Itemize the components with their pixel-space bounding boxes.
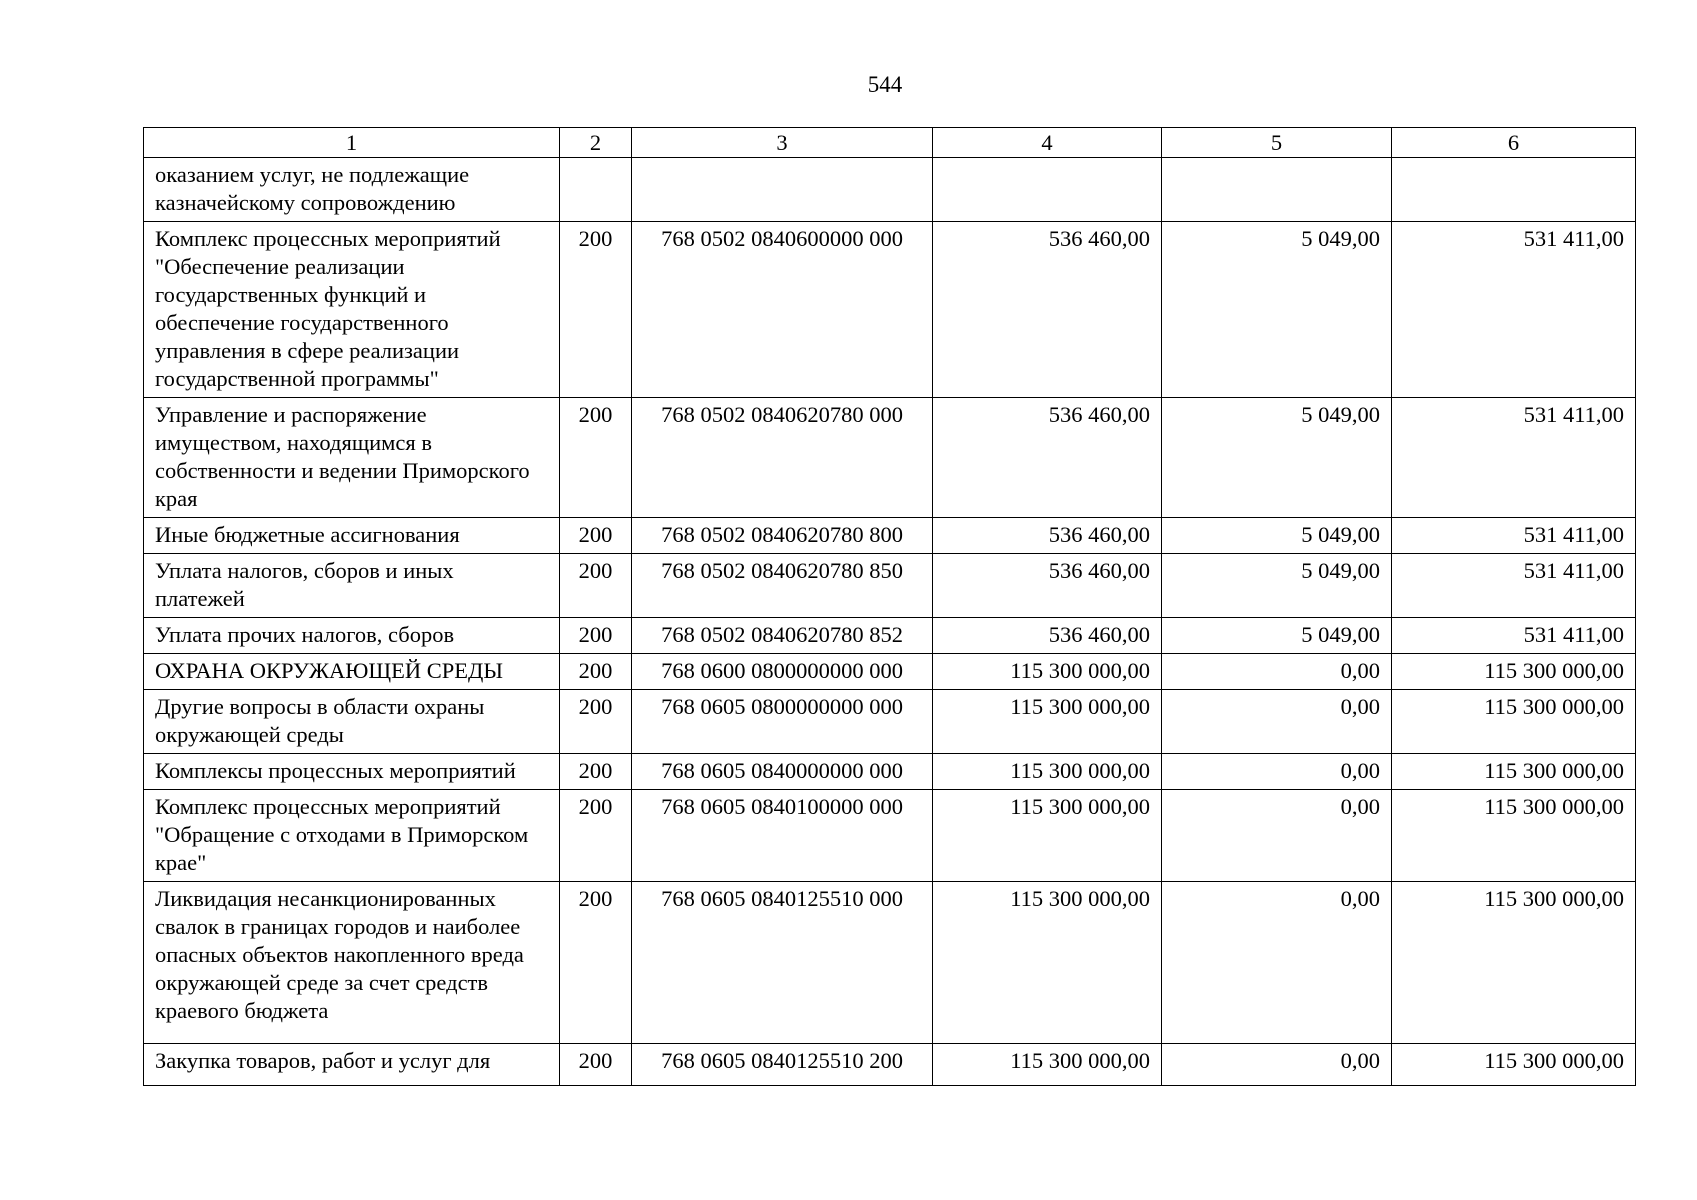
row-value4-cell: 536 460,00 (933, 398, 1162, 518)
table-row (144, 754, 1636, 790)
header-cell-6: 6 (1392, 128, 1636, 158)
row-value6-cell: 115 300 000,00 (1392, 654, 1636, 690)
row-value6-cell (1392, 158, 1636, 222)
row-value6-cell: 531 411,00 (1392, 398, 1636, 518)
row-name-cell: Ликвидация несанкционированных свалок в границах городов и наиболее опасных объектов накопленного вреда окружающей среде за счет средств краевого бюджета (144, 882, 560, 1044)
row-value4-cell: 115 300 000,00 (933, 654, 1162, 690)
row-value6-cell: 115 300 000,00 (1392, 690, 1636, 754)
row-name-cell: Комплекс процессных мероприятий "Обеспечение реализации государственных функций и обеспечение государственного управления в сфере реализации государственной программы" (144, 222, 560, 398)
row-col2-cell: 200 (560, 654, 632, 690)
header-cell-2: 2 (560, 128, 632, 158)
row-col2-cell: 200 (560, 554, 632, 618)
row-value5-cell: 5 049,00 (1162, 554, 1392, 618)
row-code-cell: 768 0605 0840125510 000 (632, 882, 933, 1044)
row-col2-cell: 200 (560, 398, 632, 518)
row-value4-cell: 115 300 000,00 (933, 1044, 1162, 1086)
row-code-cell: 768 0502 0840620780 000 (632, 398, 933, 518)
row-value5-cell: 0,00 (1162, 882, 1392, 1044)
row-col2-cell (560, 158, 632, 222)
row-value5-cell: 0,00 (1162, 654, 1392, 690)
row-name-cell: Комплексы процессных мероприятий (144, 754, 560, 790)
table-row (144, 654, 1636, 690)
table-row (144, 618, 1636, 654)
table-row (144, 518, 1636, 554)
table-row (144, 1044, 1636, 1086)
header-cell-5: 5 (1162, 128, 1392, 158)
row-value4-cell: 115 300 000,00 (933, 754, 1162, 790)
row-name-cell: Уплата налогов, сборов и иных платежей (144, 554, 560, 618)
table-row (144, 882, 1636, 1044)
row-code-cell: 768 0605 0800000000 000 (632, 690, 933, 754)
row-col2-cell: 200 (560, 222, 632, 398)
row-value5-cell: 0,00 (1162, 754, 1392, 790)
row-value6-cell: 531 411,00 (1392, 618, 1636, 654)
header-cell-3: 3 (632, 128, 933, 158)
row-name-cell: Уплата прочих налогов, сборов (144, 618, 560, 654)
table-row (144, 158, 1636, 222)
row-value6-cell: 115 300 000,00 (1392, 1044, 1636, 1086)
page-number: 544 (867, 72, 903, 97)
row-value5-cell: 0,00 (1162, 1044, 1392, 1086)
row-value4-cell: 115 300 000,00 (933, 882, 1162, 1044)
table-body (144, 158, 1636, 1086)
row-value6-cell: 531 411,00 (1392, 554, 1636, 618)
row-value6-cell: 115 300 000,00 (1392, 790, 1636, 882)
row-value4-cell: 536 460,00 (933, 222, 1162, 398)
row-code-cell: 768 0502 0840620780 850 (632, 554, 933, 618)
row-name-cell: оказанием услуг, не подлежащие казначейскому сопровождению (144, 158, 560, 222)
row-name-cell: Другие вопросы в области охраны окружающей среды (144, 690, 560, 754)
row-value4-cell: 536 460,00 (933, 518, 1162, 554)
row-name-cell: Управление и распоряжение имуществом, находящимся в собственности и ведении Приморского края (144, 398, 560, 518)
row-value5-cell: 5 049,00 (1162, 618, 1392, 654)
header-cell-1: 1 (144, 128, 560, 158)
row-name-cell: Комплекс процессных мероприятий "Обращение с отходами в Приморском крае" (144, 790, 560, 882)
row-col2-cell: 200 (560, 882, 632, 1044)
header-cell-4: 4 (933, 128, 1162, 158)
row-col2-cell: 200 (560, 1044, 632, 1086)
table-row (144, 554, 1636, 618)
row-value4-cell: 536 460,00 (933, 618, 1162, 654)
row-code-cell: 768 0502 0840600000 000 (632, 222, 933, 398)
row-value5-cell (1162, 158, 1392, 222)
row-code-cell: 768 0502 0840620780 800 (632, 518, 933, 554)
row-value5-cell: 0,00 (1162, 790, 1392, 882)
row-name-cell: ОХРАНА ОКРУЖАЮЩЕЙ СРЕДЫ (144, 654, 560, 690)
row-value4-cell: 115 300 000,00 (933, 790, 1162, 882)
row-col2-cell: 200 (560, 518, 632, 554)
budget-table (143, 127, 1636, 1086)
row-code-cell (632, 158, 933, 222)
row-value4-cell: 536 460,00 (933, 554, 1162, 618)
header-row (144, 128, 1636, 158)
row-col2-cell: 200 (560, 790, 632, 882)
table-row (144, 398, 1636, 518)
row-col2-cell: 200 (560, 754, 632, 790)
table-row (144, 690, 1636, 754)
row-value5-cell: 5 049,00 (1162, 222, 1392, 398)
table-row (144, 222, 1636, 398)
row-value4-cell: 115 300 000,00 (933, 690, 1162, 754)
row-value4-cell (933, 158, 1162, 222)
row-value5-cell: 5 049,00 (1162, 518, 1392, 554)
row-value5-cell: 5 049,00 (1162, 398, 1392, 518)
row-code-cell: 768 0502 0840620780 852 (632, 618, 933, 654)
row-col2-cell: 200 (560, 690, 632, 754)
row-col2-cell: 200 (560, 618, 632, 654)
row-code-cell: 768 0605 0840125510 200 (632, 1044, 933, 1086)
row-name-cell: Иные бюджетные ассигнования (144, 518, 560, 554)
row-value5-cell: 0,00 (1162, 690, 1392, 754)
row-code-cell: 768 0605 0840000000 000 (632, 754, 933, 790)
row-value6-cell: 115 300 000,00 (1392, 882, 1636, 1044)
table-row (144, 790, 1636, 882)
row-code-cell: 768 0600 0800000000 000 (632, 654, 933, 690)
row-value6-cell: 531 411,00 (1392, 222, 1636, 398)
row-name-cell: Закупка товаров, работ и услуг для (144, 1044, 560, 1086)
row-value6-cell: 531 411,00 (1392, 518, 1636, 554)
row-code-cell: 768 0605 0840100000 000 (632, 790, 933, 882)
table-header (144, 128, 1636, 158)
row-value6-cell: 115 300 000,00 (1392, 754, 1636, 790)
